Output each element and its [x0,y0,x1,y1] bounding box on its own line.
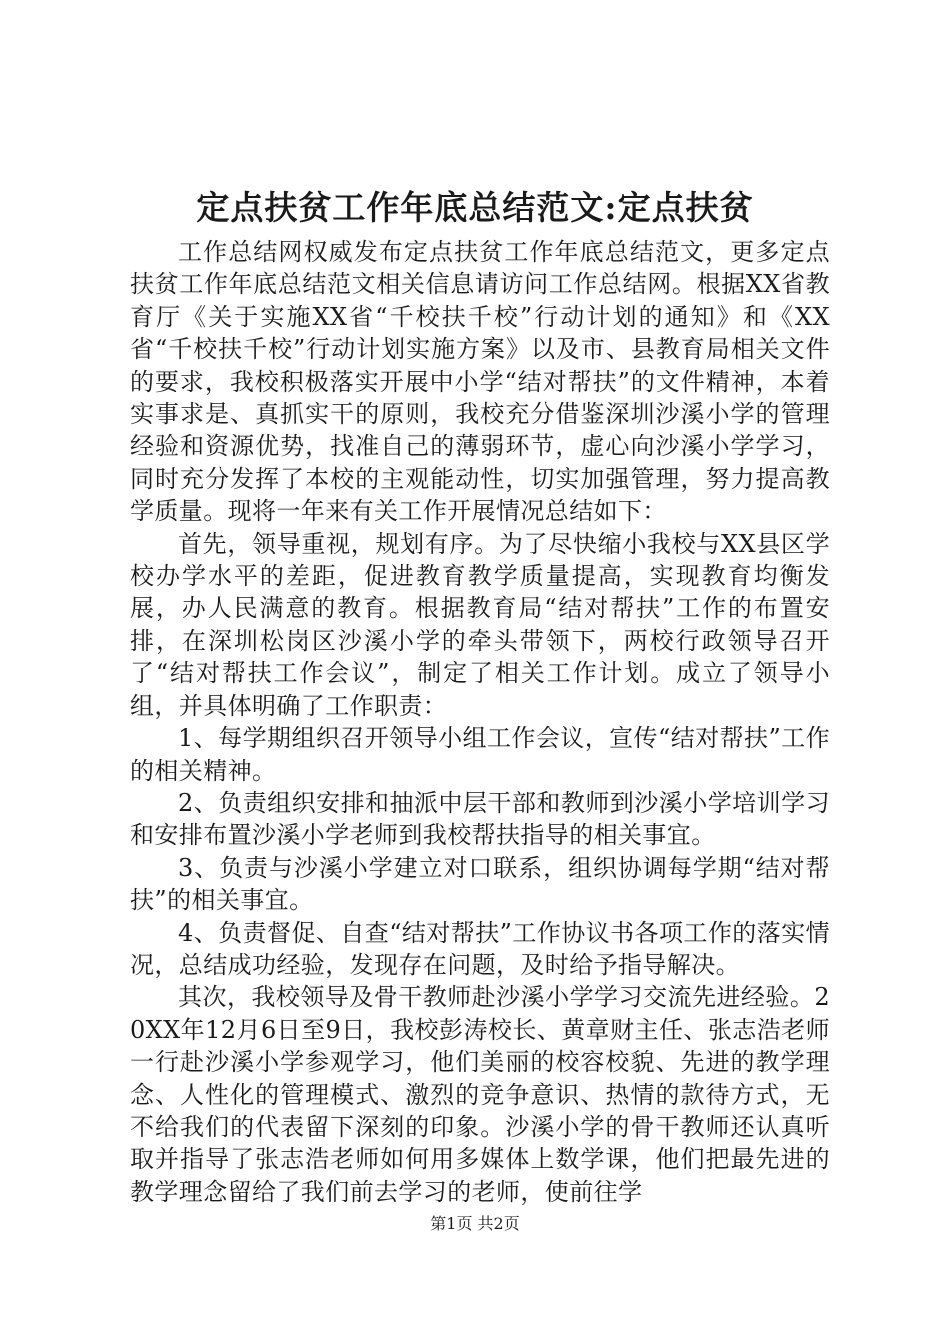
paragraph-exchange: 其次，我校领导及骨干教师赴沙溪小学学习交流先进经验。20XX年12月6日至9日，我校彭涛校长、黄章财主任、张志浩老师一行赴沙溪小学参观学习，他们美丽的校容校貌、先进的教学理念、人性化的管理模式、激烈的竞争意识、热情的款待方式，无不给我们的代表留下深刻的印象。沙溪小学的骨干教师还认真听取并指导了张志浩老师如何用多媒体上数学课，他们把最先进的教学理念留给了我们前去学习的老师，使前往学 [130,983,830,1206]
document-title: 定点扶贫工作年底总结范文:定点扶贫 [196,188,754,227]
document-body [130,236,830,1208]
list-item-duty-3: 3、负责与沙溪小学建立对口联系，组织协调每学期“结对帮扶”的相关事宜。 [130,853,830,915]
paragraph-intro: 工作总结网权威发布定点扶贫工作年底总结范文，更多定点扶贫工作年底总结范文相关信息请访问工作总结网。根据XX省教育厅《关于实施XX省“千校扶千校”行动计划的通知》和《XX省“千校扶千校”行动计划实施方案》以及市、县教育局相关文件的要求，我校积极落实开展中小学“结对帮扶”的文件精神，本着实事求是、真抓实干的原则，我校充分借鉴深圳沙溪小学的管理经验和资源优势，找准自己的薄弱环节，虚心向沙溪小学学习，同时充分发挥了本校的主观能动性，切实加强管理，努力提高教学质量。现将一年来有关工作开展情况总结如下： [130,238,830,526]
list-item-duty-1: 1、每学期组织召开领导小组工作会议，宣传“结对帮扶”工作的相关精神。 [130,724,830,785]
list-item-duty-4: 4、负责督促、自查“结对帮扶”工作协议书各项工作的落实情况，总结成功经验，发现存在问题，及时给予指导解决。 [130,918,830,979]
page-number-footer: 第1页 共2页 [430,1214,520,1233]
list-item-duty-2: 2、负责组织安排和抽派中层干部和教师到沙溪小学培训学习和安排布置沙溪小学老师到我校帮扶指导的相关事宜。 [130,788,830,850]
paragraph-leadership: 首先，领导重视，规划有序。为了尽快缩小我校与XX县区学校办学水平的差距，促进教育教学质量提高，实现教育均衡发展，办人民满意的教育。根据教育局“结对帮扶”工作的布置安排，在深圳松岗区沙溪小学的牵头带领下，两校行政领导召开了“结对帮扶工作会议”，制定了相关工作计划。成立了领导小组，并具体明确了工作职责： [130,529,830,720]
